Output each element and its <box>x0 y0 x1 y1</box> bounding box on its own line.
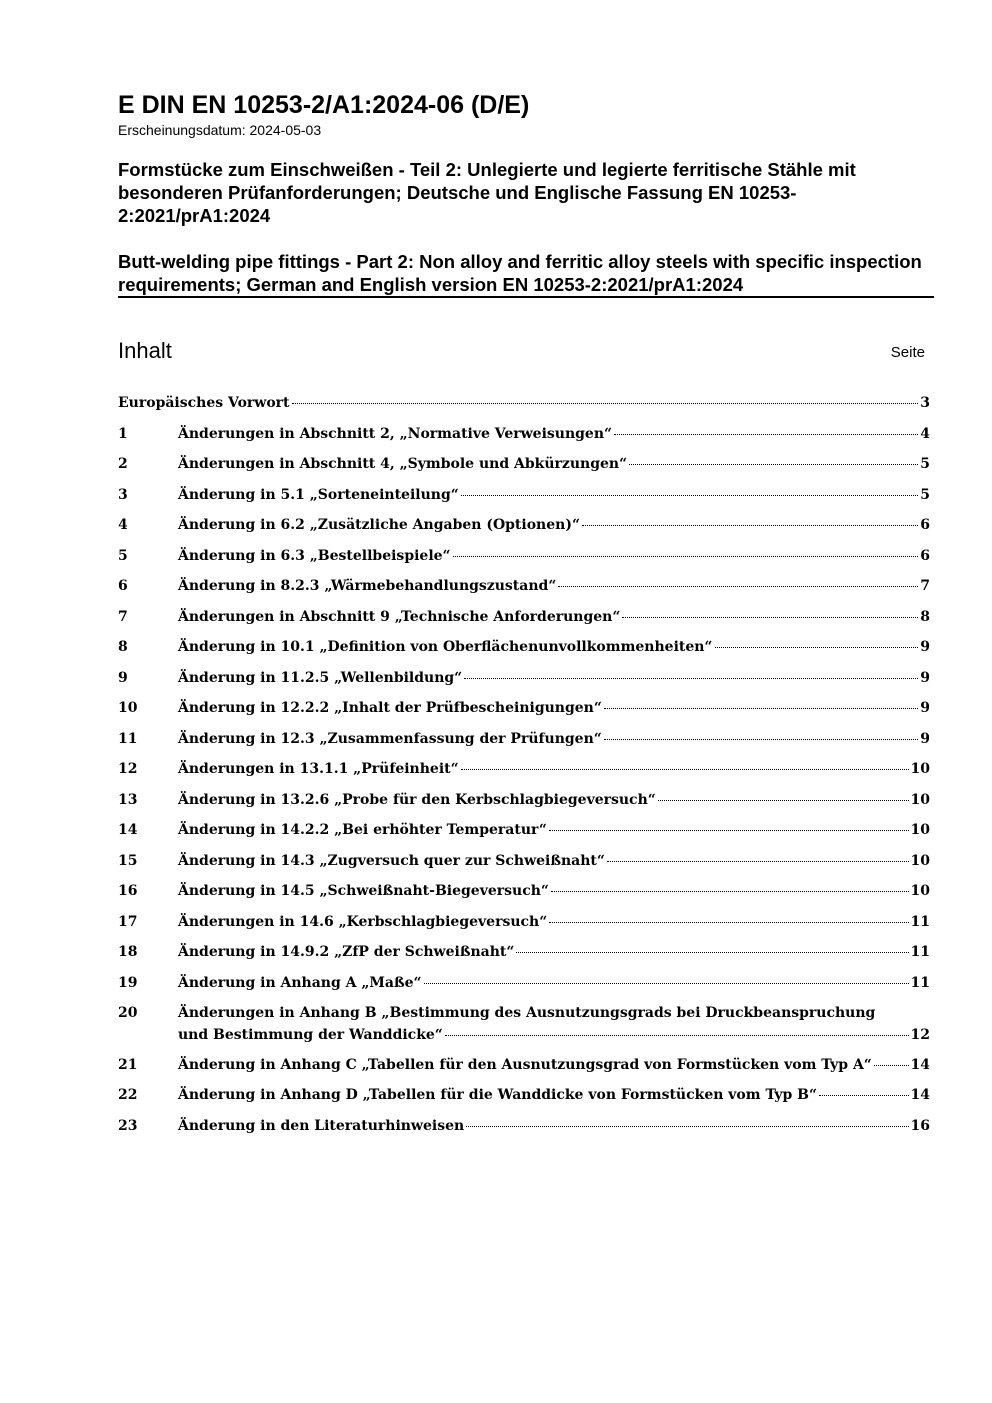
toc-leader <box>558 586 918 587</box>
toc-entry-page[interactable]: 11 <box>910 944 930 960</box>
toc-entry-number: 5 <box>118 547 128 564</box>
toc-entry-title[interactable]: Änderungen in Abschnitt 9 „Technische Anforderungen“ <box>178 608 621 625</box>
toc-leader <box>874 1065 909 1066</box>
toc-entry-title[interactable]: Änderung in 13.2.6 „Probe für den Kerbschlagbiegeversuch“ <box>178 791 656 808</box>
toc-leader <box>614 434 918 435</box>
toc-entry-title[interactable]: Europäisches Vorwort <box>118 395 290 411</box>
toc-leader <box>461 495 918 496</box>
toc-entry-title[interactable]: Änderung in 8.2.3 „Wärmebehandlungszustand“ <box>178 578 557 594</box>
toc-entry-title[interactable]: Änderung in 11.2.5 „Wellenbildung“ <box>178 669 463 686</box>
toc-entry-page[interactable]: 9 <box>920 700 930 716</box>
toc-entry-2[interactable] <box>118 453 930 484</box>
toc-entry-number: 1 <box>118 425 128 442</box>
toc-entry-page[interactable]: 7 <box>920 578 930 594</box>
toc-entry-number: 10 <box>118 700 138 716</box>
toc-entry-page[interactable]: 12 <box>910 1027 930 1043</box>
toc-leader <box>715 647 919 648</box>
toc-entry-title[interactable]: Änderung in 14.5 „Schweißnaht-Biegeversuch“ <box>178 883 549 899</box>
toc-entry-title[interactable]: Änderungen in Abschnitt 2, „Normative Verweisungen“ <box>178 425 613 442</box>
toc-entry-number: 2 <box>118 456 128 472</box>
toc-entry-title[interactable]: Änderung in Anhang C „Tabellen für den Ausnutzungsgrad von Formstücken vom Typ A“ <box>178 1056 872 1073</box>
toc-leader <box>292 403 919 404</box>
toc-entry-page[interactable]: 6 <box>920 517 930 533</box>
toc-entry-title[interactable]: Änderung in Anhang A „Maße“ <box>178 974 422 991</box>
toc-entry-page[interactable]: 5 <box>920 456 930 472</box>
toc-entry-title[interactable]: Änderung in 6.3 „Bestellbeispiele“ <box>178 547 451 564</box>
toc-entry-12[interactable] <box>118 758 930 789</box>
toc-entry-19[interactable] <box>118 972 930 1003</box>
toc-entry-number: 23 <box>118 1117 138 1134</box>
toc-leader <box>549 830 909 831</box>
toc-leader <box>819 1095 909 1096</box>
toc-entry-title-line1[interactable]: Änderungen in Anhang B „Bestimmung des Ausnutzungsgrads bei Druckbeanspruchung <box>178 1005 876 1021</box>
toc-entry-title[interactable]: Änderung in 10.1 „Definition von Oberflächenunvollkommenheiten“ <box>178 639 713 655</box>
toc-entry-number: 6 <box>118 578 128 594</box>
toc-entry-number: 17 <box>118 913 138 930</box>
toc-entry-number: 9 <box>118 669 128 686</box>
toc-entry-page[interactable]: 6 <box>920 547 930 564</box>
toc-leader <box>424 983 909 984</box>
toc-entry-title[interactable]: Änderungen in 14.6 „Kerbschlagbiegeversuch“ <box>178 913 548 930</box>
toc-entry-number: 4 <box>118 517 128 533</box>
toc-entry-page[interactable]: 5 <box>920 486 930 503</box>
toc-entry-20[interactable] <box>118 1002 930 1054</box>
toc-leader <box>516 952 908 953</box>
document-id: E DIN EN 10253-2/A1:2024-06 (D/E) <box>118 91 530 119</box>
toc-entry-number: 18 <box>118 944 138 960</box>
toc-leader <box>551 891 909 892</box>
toc-entry-title[interactable]: Änderung in den Literaturhinweisen <box>178 1117 465 1134</box>
toc-leader <box>604 739 918 740</box>
toc-entry-14[interactable] <box>118 819 930 850</box>
toc-entry-page[interactable]: 10 <box>910 852 930 869</box>
toc-page-column-label: Seite <box>890 344 925 361</box>
toc-entry-4[interactable] <box>118 514 930 545</box>
title-divider <box>118 296 934 298</box>
toc-entry-page[interactable]: 3 <box>920 395 930 411</box>
toc-entry-13[interactable] <box>118 789 930 820</box>
toc-leader <box>607 861 909 862</box>
toc-entry-number: 3 <box>118 486 128 503</box>
toc-entry-title[interactable]: Änderungen in Abschnitt 4, „Symbole und Abkürzungen“ <box>178 456 628 472</box>
toc-entry-10[interactable] <box>118 697 930 728</box>
toc-entry-title[interactable]: Änderung in 12.2.2 „Inhalt der Prüfbescheinigungen“ <box>178 700 602 716</box>
toc-leader <box>582 525 918 526</box>
toc-entry-5[interactable] <box>118 545 930 576</box>
toc-entry-6[interactable] <box>118 575 930 606</box>
toc-leader <box>464 678 918 679</box>
toc-entry-title[interactable]: Änderung in 14.9.2 „ZfP der Schweißnaht“ <box>178 944 515 960</box>
publication-date: Erscheinungsdatum: 2024-05-03 <box>118 122 322 138</box>
toc-entry-title[interactable]: Änderung in 12.3 „Zusammenfassung der Prüfungen“ <box>178 730 602 747</box>
toc-entry-number: 21 <box>118 1056 138 1073</box>
toc-entry-page[interactable]: 8 <box>920 608 930 625</box>
toc-entry-page[interactable]: 11 <box>910 913 930 930</box>
toc-entry-page[interactable]: 9 <box>920 730 930 747</box>
toc-entry-number: 8 <box>118 639 128 655</box>
toc-entry-title[interactable]: Änderung in Anhang D „Tabellen für die Wanddicke von Formstücken vom Typ B“ <box>178 1087 818 1103</box>
toc-leader <box>466 1126 908 1127</box>
title-english: Butt-welding pipe fittings - Part 2: Non alloy and ferritic alloy steels with specific inspection requirements; German and English version EN 10253-2:2021/prA1:2024 <box>118 251 922 295</box>
toc-leader <box>453 556 919 557</box>
toc-entry-number: 19 <box>118 974 138 991</box>
toc-entry-9[interactable] <box>118 667 930 698</box>
toc-entry-page[interactable]: 9 <box>920 669 930 686</box>
toc-entry-18[interactable] <box>118 941 930 972</box>
toc-leader <box>445 1035 909 1036</box>
toc-entry-21[interactable] <box>118 1054 930 1085</box>
toc-entry-title[interactable]: Änderung in 14.2.2 „Bei erhöhter Temperatur“ <box>178 822 547 838</box>
toc-entry-15[interactable] <box>118 850 930 881</box>
toc-leader <box>658 800 909 801</box>
toc-entry-page[interactable]: 10 <box>910 791 930 808</box>
toc-entry-8[interactable] <box>118 636 930 667</box>
toc-entry-page[interactable]: 14 <box>910 1056 930 1073</box>
toc-leader <box>604 708 918 709</box>
toc-entry-number: 15 <box>118 852 138 869</box>
title-german: Formstücke zum Einschweißen - Teil 2: Unlegierte und legierte ferritische Stähle mit besonderen Prüfanforderungen; Deutsche und Englische Fassung EN 10253-2:2021/prA1:2024 <box>118 159 856 226</box>
toc-entry-title[interactable]: Änderungen in 13.1.1 „Prüfeinheit“ <box>178 761 459 777</box>
toc-entry-1[interactable] <box>118 423 930 454</box>
toc-entry-number: 12 <box>118 761 138 777</box>
toc-leader <box>549 922 908 923</box>
toc-entry-page[interactable]: 10 <box>910 883 930 899</box>
toc-entry-11[interactable] <box>118 728 930 759</box>
toc-entry-page[interactable]: 11 <box>910 974 930 991</box>
toc-entry-title[interactable]: Änderung in 5.1 „Sorteneinteilung“ <box>178 486 459 503</box>
toc-entry-number: 13 <box>118 791 138 808</box>
toc-entry-page[interactable]: 4 <box>920 425 930 442</box>
toc-entry-number: 20 <box>118 1005 138 1021</box>
toc-entry-title-line2[interactable]: und Bestimmung der Wanddicke“ <box>178 1027 443 1043</box>
toc-entry-7[interactable] <box>118 606 930 637</box>
toc-entry-17[interactable] <box>118 911 930 942</box>
toc-leader <box>461 769 909 770</box>
toc-entry-page[interactable]: 10 <box>910 822 930 838</box>
toc-heading: Inhalt <box>118 338 172 363</box>
toc-entry-22[interactable] <box>118 1084 930 1115</box>
toc-entry-number: 11 <box>118 730 138 747</box>
toc-entry-number: 16 <box>118 883 138 899</box>
toc-entry-16[interactable] <box>118 880 930 911</box>
toc-entry-3[interactable] <box>118 484 930 515</box>
toc-entry-number: 7 <box>118 608 128 625</box>
toc-entry-page[interactable]: 10 <box>910 761 930 777</box>
toc-entry-page[interactable]: 9 <box>920 639 930 655</box>
toc-entry-title[interactable]: Änderung in 6.2 „Zusätzliche Angaben (Optionen)“ <box>178 517 581 533</box>
toc-entry-23[interactable] <box>118 1115 930 1146</box>
toc-entry-page[interactable]: 14 <box>910 1087 930 1103</box>
toc-entry-number: 22 <box>118 1087 138 1103</box>
toc-leader <box>622 617 918 618</box>
toc-entry-foreword[interactable] <box>118 392 930 423</box>
table-of-contents <box>118 392 930 1145</box>
toc-entry-page[interactable]: 16 <box>910 1117 930 1134</box>
toc-leader <box>629 464 918 465</box>
toc-entry-number: 14 <box>118 822 138 838</box>
toc-entry-title[interactable]: Änderung in 14.3 „Zugversuch quer zur Schweißnaht“ <box>178 852 605 869</box>
